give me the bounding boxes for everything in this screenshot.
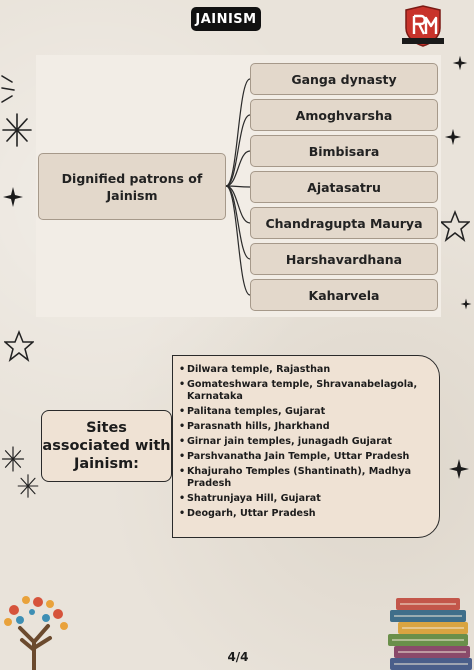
patron-node: Chandragupta Maurya bbox=[250, 207, 438, 239]
patron-node: Ajatasatru bbox=[250, 171, 438, 203]
patron-node: Kaharvela bbox=[250, 279, 438, 311]
bullet-icon: • bbox=[179, 493, 186, 504]
list-item: • Parshvanatha Jain Temple, Uttar Pradesh bbox=[179, 451, 410, 462]
bullet-icon: • bbox=[179, 466, 186, 477]
patron-node: Harshavardhana bbox=[250, 243, 438, 275]
books-stack-illustration-icon bbox=[386, 594, 474, 670]
star-doodle-icon bbox=[460, 298, 472, 310]
star-doodle-icon bbox=[452, 55, 468, 71]
bullet-icon: • bbox=[179, 508, 186, 519]
bracket-doodle-icon bbox=[0, 72, 16, 108]
list-item: • Parasnath hills, Jharkhand bbox=[179, 421, 330, 432]
star-outline-doodle-icon bbox=[4, 330, 34, 362]
sparkle-doodle-icon bbox=[16, 472, 40, 500]
list-item: • Gomateshwara temple, Shravanabelagola, Karnataka bbox=[179, 379, 418, 402]
patron-node: Bimbisara bbox=[250, 135, 438, 167]
bullet-icon: • bbox=[179, 421, 186, 432]
rm-shield-logo-icon bbox=[402, 4, 444, 48]
page-title: JAINISM bbox=[191, 7, 261, 31]
sites-list bbox=[179, 364, 433, 520]
patrons-root-node: Dignified patrons of Jainism bbox=[38, 153, 226, 220]
patron-node: Amoghvarsha bbox=[250, 99, 438, 131]
star-outline-doodle-icon bbox=[440, 210, 470, 242]
star-doodle-icon bbox=[2, 186, 24, 208]
list-item: • Khajuraho Temples (Shantinath), Madhya Pradesh bbox=[179, 466, 412, 489]
list-item: • Palitana temples, Gujarat bbox=[179, 406, 326, 417]
bullet-icon: • bbox=[179, 406, 186, 417]
bullet-icon: • bbox=[179, 364, 186, 375]
bullet-icon: • bbox=[179, 436, 186, 447]
tree-illustration-icon bbox=[0, 592, 72, 670]
list-item: • Girnar jain temples, junagadh Gujarat bbox=[179, 436, 392, 447]
bullet-icon: • bbox=[179, 451, 186, 462]
page-number: 4/4 bbox=[227, 650, 249, 664]
bullet-icon: • bbox=[179, 379, 186, 390]
sparkle-doodle-icon bbox=[0, 110, 34, 150]
sparkle-doodle-icon bbox=[0, 444, 26, 474]
patron-node: Ganga dynasty bbox=[250, 63, 438, 95]
sites-label: Sites associated with Jainism: bbox=[41, 410, 172, 482]
list-item: • Deogarh, Uttar Pradesh bbox=[179, 508, 316, 519]
sites-list-box bbox=[172, 355, 440, 538]
star-doodle-icon bbox=[448, 458, 470, 480]
star-doodle-icon bbox=[444, 128, 462, 146]
list-item: • Dilwara temple, Rajasthan bbox=[179, 364, 331, 375]
list-item: • Shatrunjaya Hill, Gujarat bbox=[179, 493, 321, 504]
